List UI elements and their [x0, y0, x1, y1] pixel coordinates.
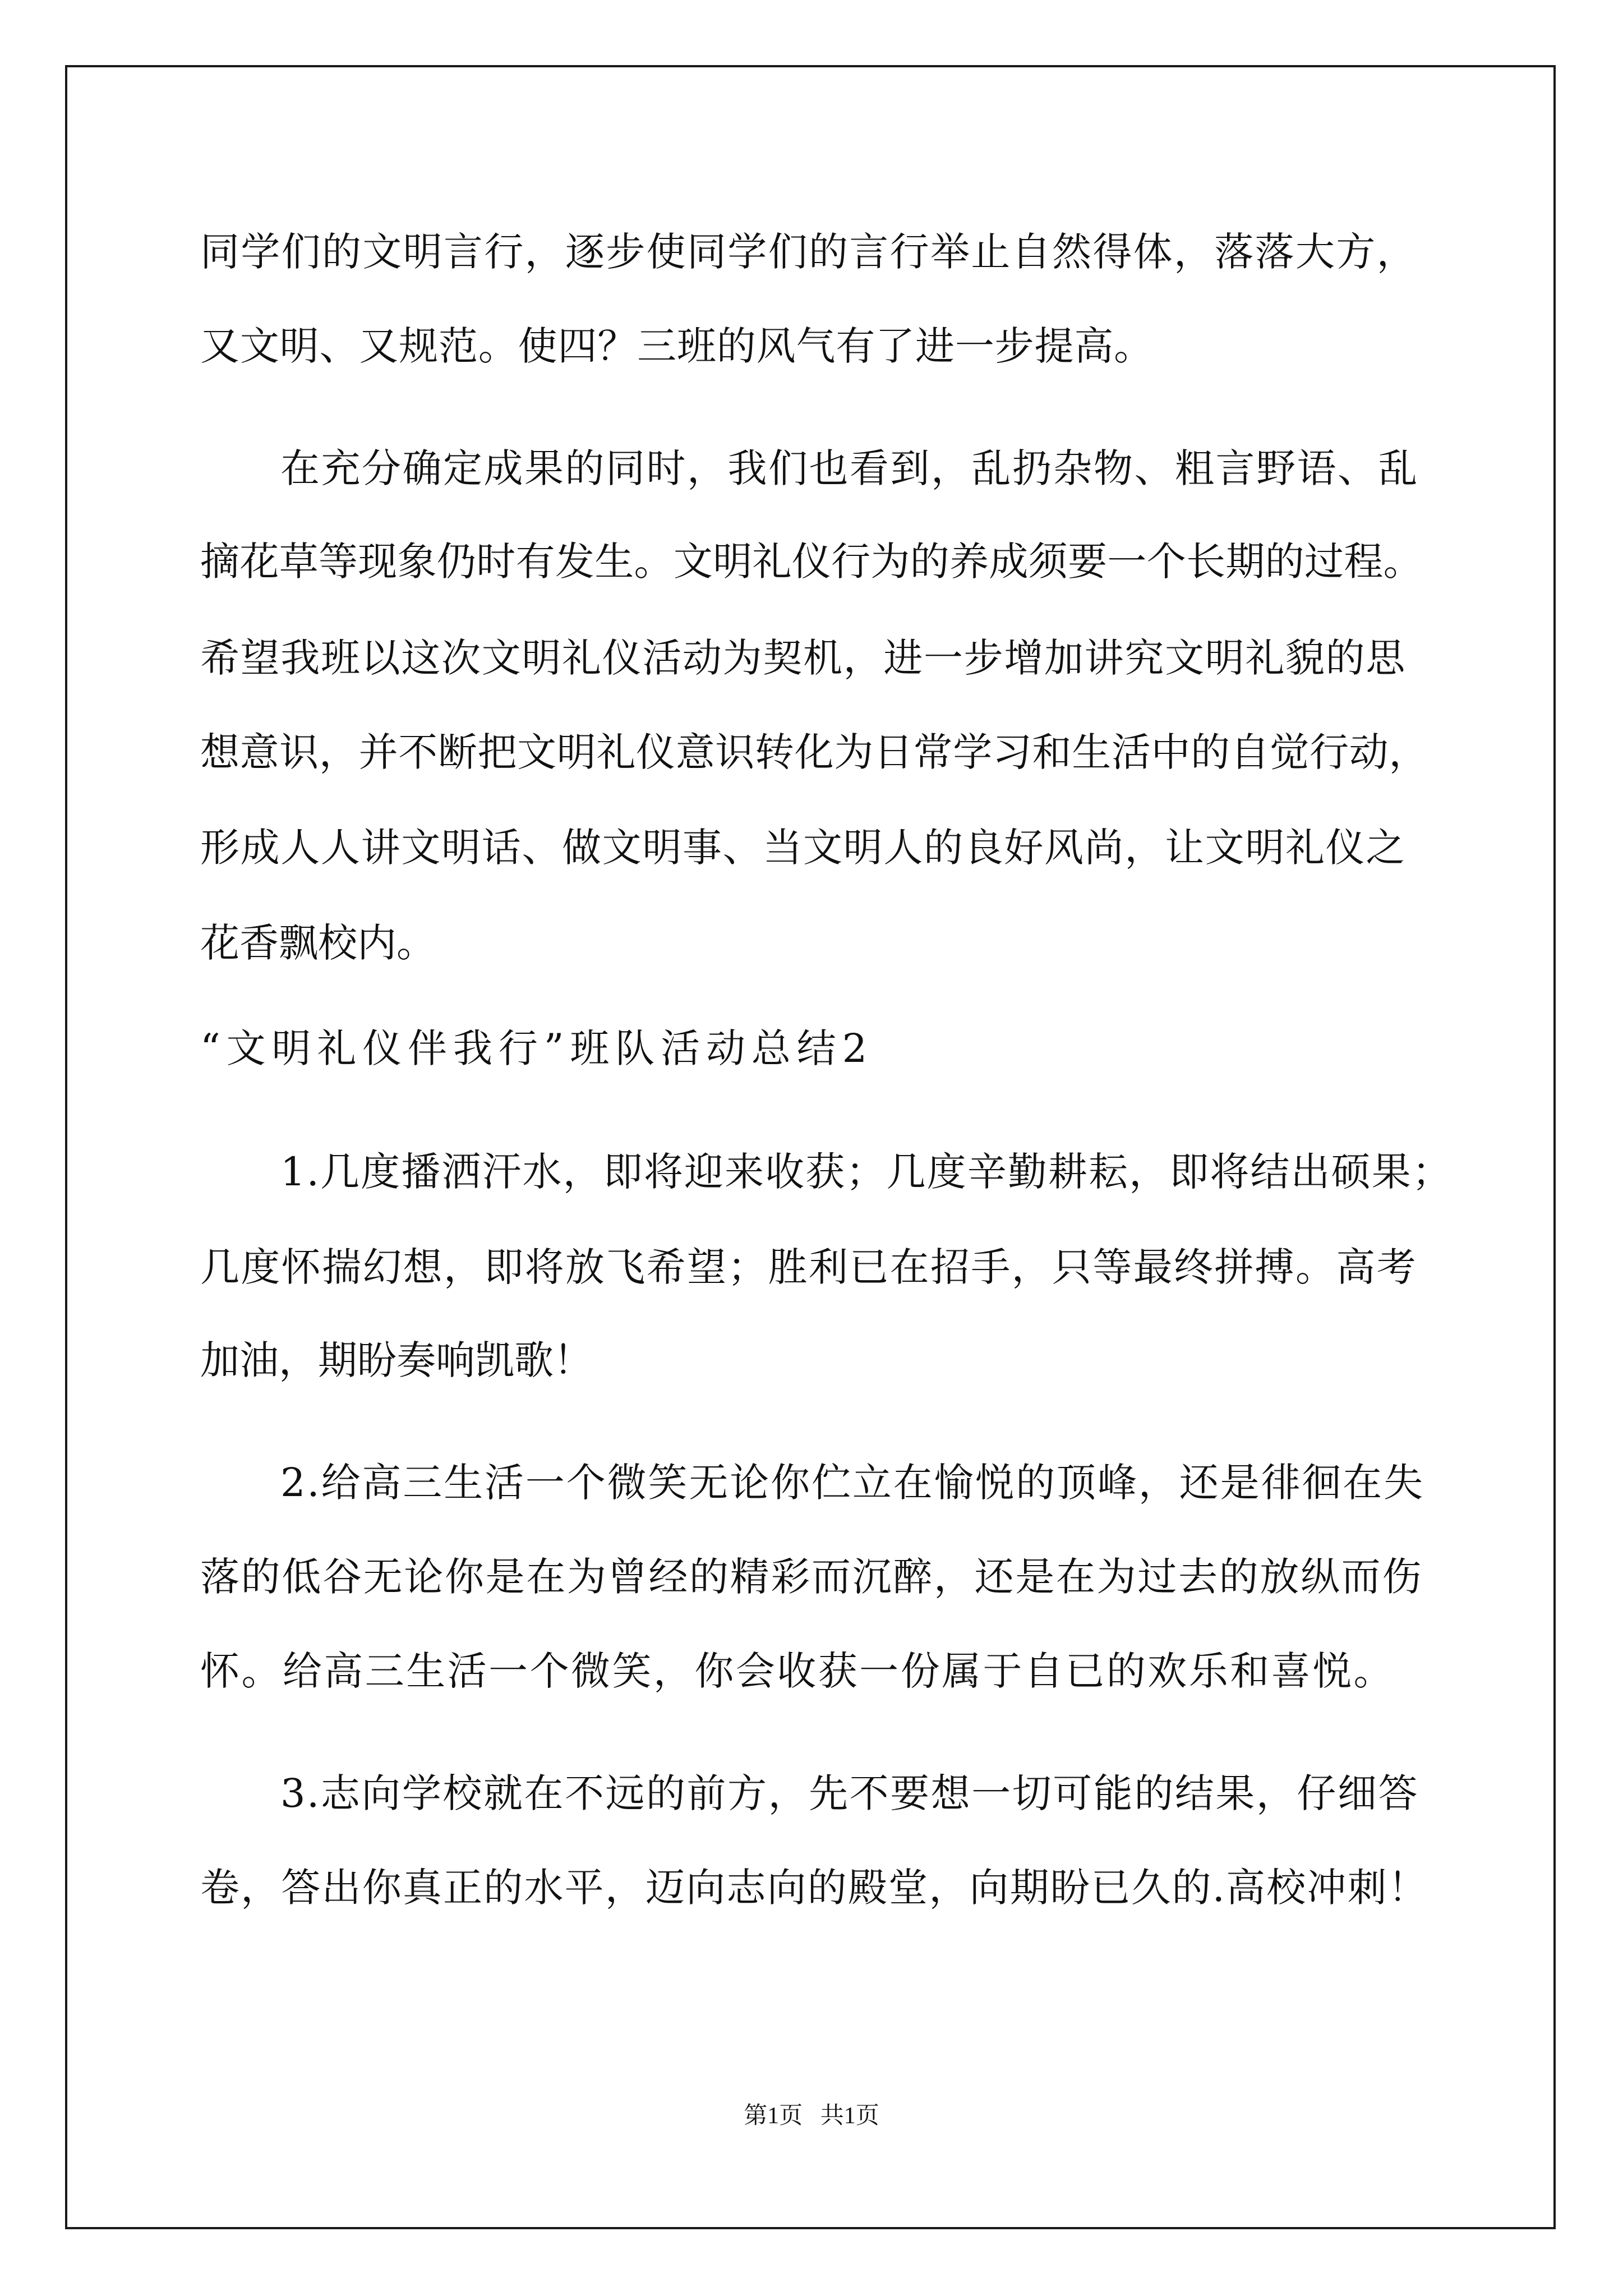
text-line-8: 花香飘校内。	[200, 920, 436, 966]
text-line-1: 同学们的文明言行，逐步使同学们的言行举止自然得体，落落大方，	[200, 229, 1417, 275]
text-line-4: 摘花草等现象仍时有发生。文明礼仪行为的养成须要一个长期的过程。	[200, 539, 1423, 585]
text-line-2: 又文明、又规范。使四？三班的风气有了进一步提高。	[200, 323, 1154, 369]
text-line-11: 几度怀揣幻想，即将放飞希望；胜利已在招手，只等最终拼搏。高考	[200, 1244, 1417, 1290]
text-line-13: 2.给高三生活一个微笑无论你伫立在愉悦的顶峰，还是徘徊在失	[280, 1460, 1424, 1506]
text-line-6: 想意识，并不断把文明礼仪意识转化为日常学习和生活中的自觉行动，	[200, 729, 1428, 775]
text-line-7: 形成人人讲文明话、做文明事、当文明人的良好风尚，让文明礼仪之	[200, 825, 1406, 871]
page-footer: 第1页 共1页	[744, 2103, 879, 2129]
text-line-3: 在充分确定成果的同时，我们也看到，乱扔杂物、粗言野语、乱	[280, 445, 1419, 491]
text-line-14: 落的低谷无论你是在为曾经的精彩而沉醉，还是在为过去的放纵而伤	[200, 1554, 1423, 1600]
text-line-10: 1.几度播洒汗水，即将迎来收获；几度辛勤耕耘，即将结出硕果；	[280, 1149, 1453, 1195]
text-line-17: 卷，答出你真正的水平，迈向志向的殿堂，向期盼已久的.高校冲刺！	[200, 1865, 1428, 1911]
text-line-16: 3.志向学校就在不远的前方，先不要想一切可能的结果，仔细答	[280, 1770, 1419, 1816]
text-line-15: 怀。给高三生活一个微笑，你会收获一份属于自已的欢乐和喜悦。	[200, 1648, 1395, 1694]
text-line-5: 希望我班以这次文明礼仪活动为契机，进一步增加讲究文明礼貌的思	[200, 635, 1406, 681]
section-heading: “文明礼仪伴我行”班队活动总结2	[200, 1025, 873, 1071]
text-line-12: 加油，期盼奏响凯歌！	[200, 1337, 593, 1383]
